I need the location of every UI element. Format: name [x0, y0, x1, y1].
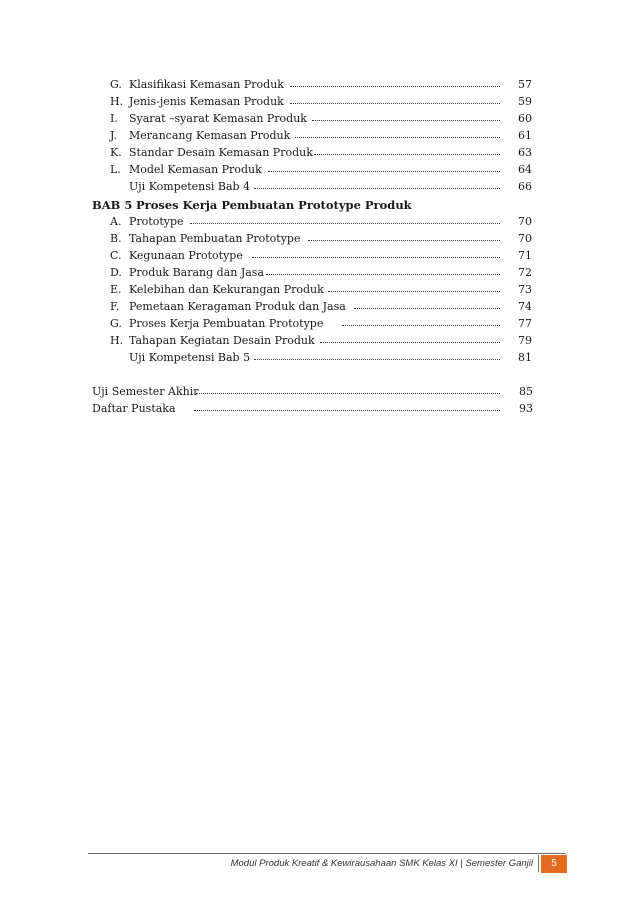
toc-entry-letter: J. — [110, 129, 118, 142]
chapter-number: BAB 5 — [92, 198, 133, 212]
toc-entry-letter: H. — [110, 334, 124, 347]
toc-entry-leader — [254, 188, 500, 189]
toc-entry-title: Uji Kompetensi Bab 4 — [129, 180, 251, 193]
toc-entry-leader — [312, 120, 500, 121]
footer-separator — [538, 855, 539, 872]
toc-entry-letter: A. — [110, 215, 122, 228]
toc-entry-page: 61 — [518, 129, 532, 142]
toc-entry-letter: H. — [110, 95, 124, 108]
toc-entry-assessment[interactable] — [0, 179, 532, 194]
toc-entry-leader — [295, 137, 500, 138]
chapter-title: Proses Kerja Pembuatan Prototype Produk — [136, 198, 412, 212]
toc-entry[interactable] — [0, 265, 532, 280]
toc-entry-page: 63 — [518, 146, 532, 159]
toc-entry-leader — [252, 257, 500, 258]
toc-entry-leader — [354, 308, 500, 309]
toc-entry[interactable] — [0, 111, 532, 126]
toc-entry-letter: G. — [110, 317, 122, 330]
toc-entry-page: 93 — [519, 402, 533, 415]
toc-entry[interactable] — [0, 231, 532, 246]
toc-entry-letter: K. — [110, 146, 122, 159]
toc-entry[interactable] — [0, 316, 532, 331]
toc-entry[interactable] — [0, 214, 532, 229]
toc-entry-letter: E. — [110, 283, 122, 296]
toc-entry-letter: B. — [110, 232, 122, 245]
toc-entry-page: 85 — [519, 385, 533, 398]
toc-entry-title: Prototype — [129, 215, 184, 228]
toc-entry-letter: I. — [110, 112, 118, 125]
page-number-badge: 5 — [541, 855, 567, 873]
toc-entry-leader — [342, 325, 500, 326]
toc-entry-title: Kelebihan dan Kekurangan Produk — [129, 283, 324, 296]
toc-entry-page: 79 — [518, 334, 532, 347]
toc-entry-title: Kegunaan Prototype — [129, 249, 243, 262]
toc-entry-title: Produk Barang dan Jasa — [129, 266, 265, 279]
toc-entry-leader — [290, 86, 500, 87]
toc-entry-page: 64 — [518, 163, 532, 176]
toc-entry[interactable] — [0, 77, 532, 92]
toc-entry-page: 74 — [518, 300, 532, 313]
toc-entry-title: Standar Desain Kemasan Produk — [129, 146, 313, 159]
chapter-heading[interactable] — [92, 198, 412, 213]
toc-entry-title: Klasifikasi Kemasan Produk — [129, 78, 284, 91]
toc-entry-final-exam[interactable] — [0, 384, 533, 399]
toc-entry[interactable] — [0, 145, 532, 160]
toc-entry-leader — [290, 103, 500, 104]
toc-entry-leader — [196, 393, 500, 394]
toc-entry-title: Daftar Pustaka — [92, 402, 176, 415]
toc-entry-page: 66 — [518, 180, 532, 193]
toc-entry-leader — [254, 359, 500, 360]
toc-entry-leader — [268, 171, 500, 172]
toc-entry-page: 70 — [518, 215, 532, 228]
toc-entry-page: 71 — [518, 249, 532, 262]
toc-entry-letter: C. — [110, 249, 122, 262]
toc-entry-title: Model Kemasan Produk — [129, 163, 262, 176]
toc-entry-title: Jenis-jenis Kemasan Produk — [129, 95, 284, 108]
toc-entry-letter: D. — [110, 266, 122, 279]
toc-entry-page: 60 — [518, 112, 532, 125]
toc-entry-title: Merancang Kemasan Produk — [129, 129, 291, 142]
toc-entry-letter: G. — [110, 78, 122, 91]
toc-entry-title: Tahapan Kegiatan Desain Produk — [129, 334, 315, 347]
toc-entry[interactable] — [0, 248, 532, 263]
toc-entry-title: Uji Semester Akhir — [92, 385, 199, 398]
toc-entry[interactable] — [0, 282, 532, 297]
toc-entry[interactable] — [0, 94, 532, 109]
toc-entry-bibliography[interactable] — [0, 401, 533, 416]
toc-entry-leader — [320, 342, 500, 343]
toc-entry[interactable] — [0, 333, 532, 348]
toc-entry-leader — [314, 154, 500, 155]
toc-entry-assessment[interactable] — [0, 350, 532, 365]
toc-entry-title: Syarat –syarat Kemasan Produk — [129, 112, 307, 125]
toc-entry-page: 72 — [518, 266, 532, 279]
toc-entry-leader — [328, 291, 500, 292]
toc-entry-title: Proses Kerja Pembuatan Prototype — [129, 317, 324, 330]
toc-entry-leader — [194, 410, 500, 411]
toc-entry-page: 57 — [518, 78, 532, 91]
toc-entry-leader — [190, 223, 500, 224]
toc-entry-page: 77 — [518, 317, 532, 330]
footer-text: Modul Produk Kreatif & Kewirausahaan SMK Kelas XI | Semester Ganjil — [230, 858, 533, 869]
toc-entry[interactable] — [0, 299, 532, 314]
toc-entry-page: 59 — [518, 95, 532, 108]
toc-entry-title: Pemetaan Keragaman Produk dan Jasa — [129, 300, 346, 313]
toc-entry-page: 70 — [518, 232, 532, 245]
toc-entry-page: 73 — [518, 283, 532, 296]
footer-rule — [88, 853, 566, 854]
toc-entry-leader — [308, 240, 500, 241]
toc-entry-title: Tahapan Pembuatan Prototype — [129, 232, 301, 245]
toc-entry-page: 81 — [518, 351, 532, 364]
toc-entry-leader — [266, 274, 500, 275]
toc-entry-letter: F. — [110, 300, 120, 313]
toc-entry-title: Uji Kompetensi Bab 5 — [129, 351, 251, 364]
toc-entry-letter: L. — [110, 163, 121, 176]
toc-entry[interactable] — [0, 162, 532, 177]
toc-entry[interactable] — [0, 128, 532, 143]
